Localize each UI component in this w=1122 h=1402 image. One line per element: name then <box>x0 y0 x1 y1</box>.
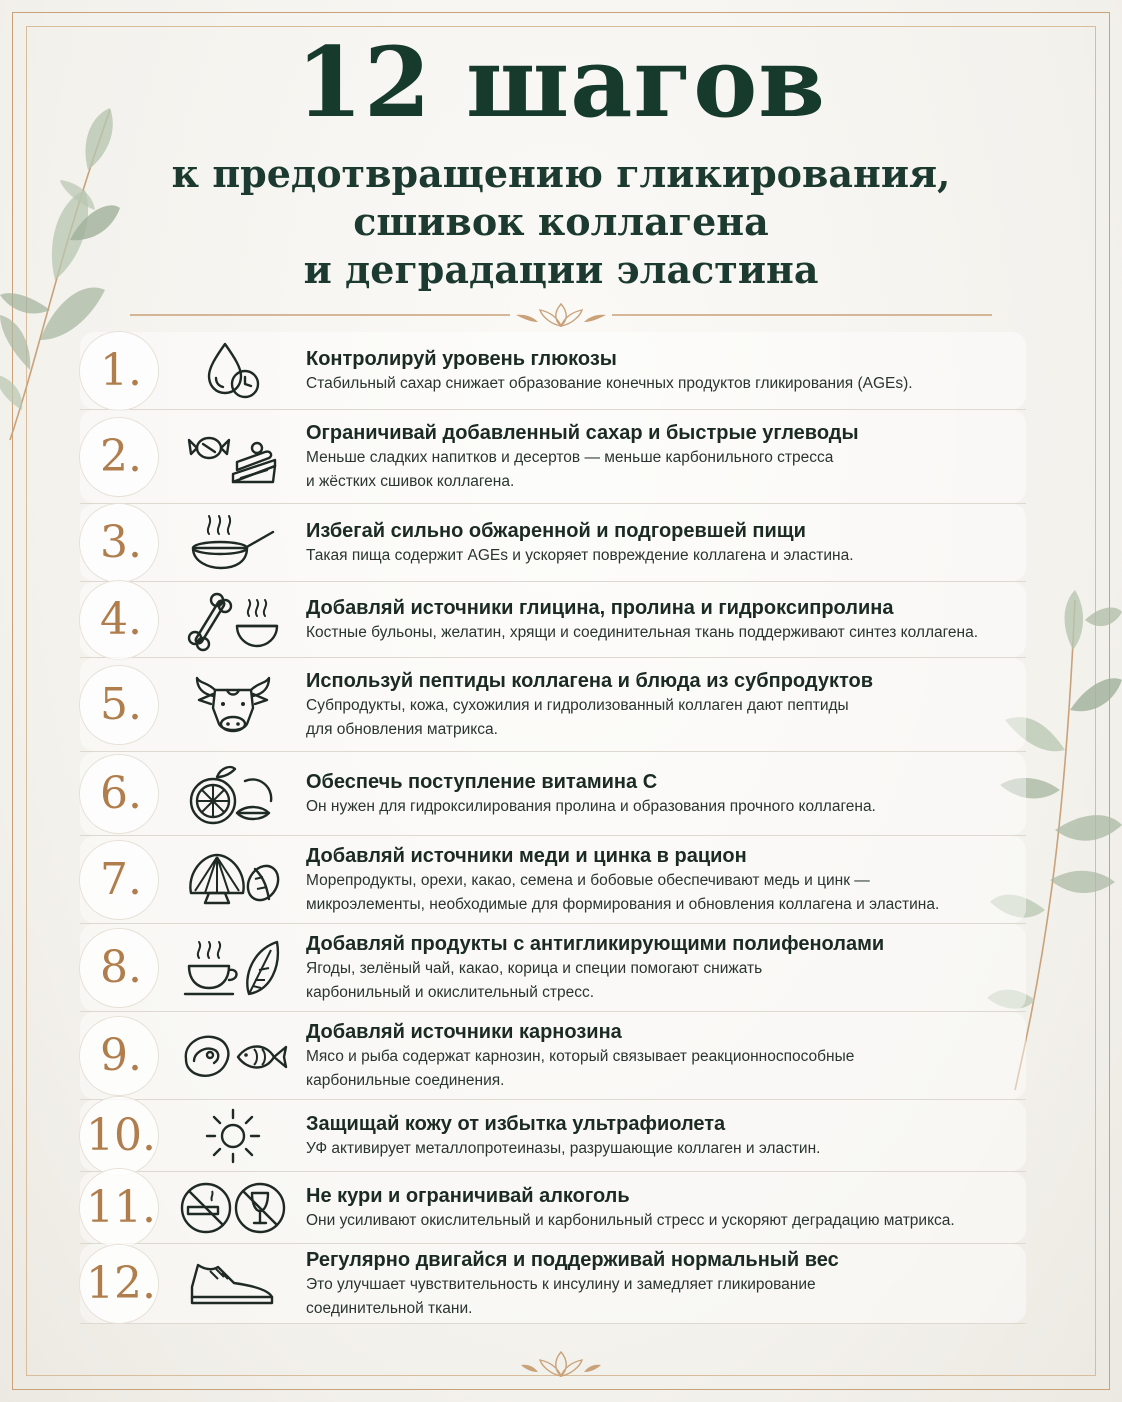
step-description: Стабильный сахар снижает образование конечных продуктов гликирования (AGEs). <box>306 374 913 392</box>
step-item <box>80 1172 1026 1244</box>
step-number <box>80 345 162 396</box>
step-description: УФ активирует металлопротеиназы, разрушающие коллаген и эластин. <box>306 1139 821 1157</box>
step-text <box>304 1247 1026 1321</box>
tea-leaf-icon <box>162 933 304 1003</box>
step-title: Обеспечь поступление витамина C <box>306 770 658 793</box>
subtitle-line-3: и деградации эластина <box>303 247 819 292</box>
step-text <box>304 668 1026 742</box>
step-item <box>80 582 1026 658</box>
step-number-text: 5. <box>100 679 142 730</box>
step-item <box>80 658 1026 752</box>
bone-broth-icon <box>162 585 304 655</box>
step-text <box>304 1111 1026 1161</box>
step-text <box>304 843 1026 917</box>
lotus-divider-icon <box>130 300 992 330</box>
step-item <box>80 1244 1026 1324</box>
step-title: Регулярно двигайся и поддерживай нормальный вес <box>306 1248 839 1271</box>
step-number <box>80 517 162 568</box>
step-description: Это улучшает чувствительность к инсулину и замедляет гликирование соединительной ткани. <box>306 1275 816 1317</box>
step-description: Костные бульоны, желатин, хрящи и соединительная ткань поддерживают синтез коллагена. <box>306 623 979 641</box>
step-description: Они усиливают окислительный и карбонильный стресс и ускоряют деградацию матрикса. <box>306 1211 955 1229</box>
step-number <box>80 1182 162 1233</box>
sun-icon <box>162 1101 304 1171</box>
citrus-icon <box>162 759 304 829</box>
step-item <box>80 332 1026 410</box>
step-number-text: 10. <box>86 1110 156 1161</box>
step-title: Избегай сильно обжаренной и подгоревшей пищи <box>306 519 806 542</box>
shell-nut-icon <box>162 845 304 915</box>
step-text <box>304 420 1026 494</box>
candy-cake-icon <box>162 422 304 492</box>
step-number-text: 7. <box>100 854 142 905</box>
step-title: Используй пептиды коллагена и блюда из субпродуктов <box>306 669 873 692</box>
step-text <box>304 595 1026 645</box>
step-text <box>304 769 1026 819</box>
lotus-bottom-icon <box>521 1348 601 1380</box>
step-description: Мясо и рыба содержат карнозин, который связывает реакционноспособные карбонильные соединения. <box>306 1047 855 1089</box>
step-number <box>80 1110 162 1161</box>
step-description: Ягоды, зелёный чай, какао, корица и специи помогают снижать карбонильный и окислительный стресс. <box>306 959 763 1001</box>
step-title: Добавляй источники карнозина <box>306 1020 622 1043</box>
step-title: Ограничивай добавленный сахар и быстрые углеводы <box>306 421 859 444</box>
meat-fish-icon <box>162 1021 304 1091</box>
step-description: Субпродукты, кожа, сухожилия и гидролизованный коллаген дают пептиды для обновления матрикса. <box>306 696 849 738</box>
page-subtitle <box>0 150 1122 294</box>
step-title: Добавляй источники меди и цинка в рацион <box>306 844 747 867</box>
step-title: Контролируй уровень глюкозы <box>306 347 617 370</box>
step-number-text: 8. <box>100 942 142 993</box>
step-item <box>80 1012 1026 1100</box>
no-smoking-no-alcohol-icon <box>162 1173 304 1243</box>
step-title: Добавляй продукты с антигликирующими полифенолами <box>306 932 885 955</box>
step-description: Такая пища содержит AGEs и ускоряет повреждение коллагена и эластина. <box>306 546 854 564</box>
step-number <box>80 679 162 730</box>
step-number <box>80 431 162 482</box>
step-description: Он нужен для гидроксилирования пролина и образования прочного коллагена. <box>306 797 876 815</box>
step-description: Морепродукты, орехи, какао, семена и бобовые обеспечивают медь и цинк — микроэлементы, необходимые для формирования и обновления коллагена и эластина. <box>306 871 940 913</box>
step-text <box>304 1019 1026 1093</box>
glucose-drop-clock-icon <box>162 336 304 406</box>
step-item <box>80 504 1026 582</box>
step-number-text: 2. <box>100 431 142 482</box>
step-number <box>80 854 162 905</box>
step-number-text: 4. <box>100 594 142 645</box>
step-number-text: 1. <box>100 345 142 396</box>
step-number-text: 12. <box>86 1258 156 1309</box>
step-text <box>304 518 1026 568</box>
step-text <box>304 931 1026 1005</box>
step-text <box>304 1183 1026 1233</box>
page-title: 12 шагов <box>296 26 826 139</box>
step-number-text: 6. <box>100 768 142 819</box>
subtitle-line-1: к предотвращению гликирования, <box>171 151 951 196</box>
step-number <box>80 1030 162 1081</box>
step-title: Добавляй источники глицина, пролина и гидроксипролина <box>306 596 894 619</box>
frying-pan-icon <box>162 508 304 578</box>
steps-list <box>80 332 1026 1324</box>
sneaker-icon <box>162 1249 304 1319</box>
cow-icon <box>162 670 304 740</box>
step-item <box>80 752 1026 836</box>
step-number <box>80 1258 162 1309</box>
step-description: Меньше сладких напитков и десертов — меньше карбонильного стресса и жёстких сшивок коллагена. <box>306 448 834 490</box>
step-number <box>80 768 162 819</box>
step-title: Защищай кожу от избытка ультрафиолета <box>306 1112 726 1135</box>
step-text <box>304 346 1026 396</box>
step-number-text: 9. <box>100 1030 142 1081</box>
step-number <box>80 594 162 645</box>
subtitle-line-2: сшивок коллагена <box>353 199 769 244</box>
step-item <box>80 836 1026 924</box>
step-number-text: 3. <box>100 517 142 568</box>
step-item <box>80 1100 1026 1172</box>
step-title: Не кури и ограничивай алкоголь <box>306 1184 630 1207</box>
step-number <box>80 942 162 993</box>
step-item <box>80 410 1026 504</box>
step-item <box>80 924 1026 1012</box>
step-number-text: 11. <box>86 1182 156 1233</box>
